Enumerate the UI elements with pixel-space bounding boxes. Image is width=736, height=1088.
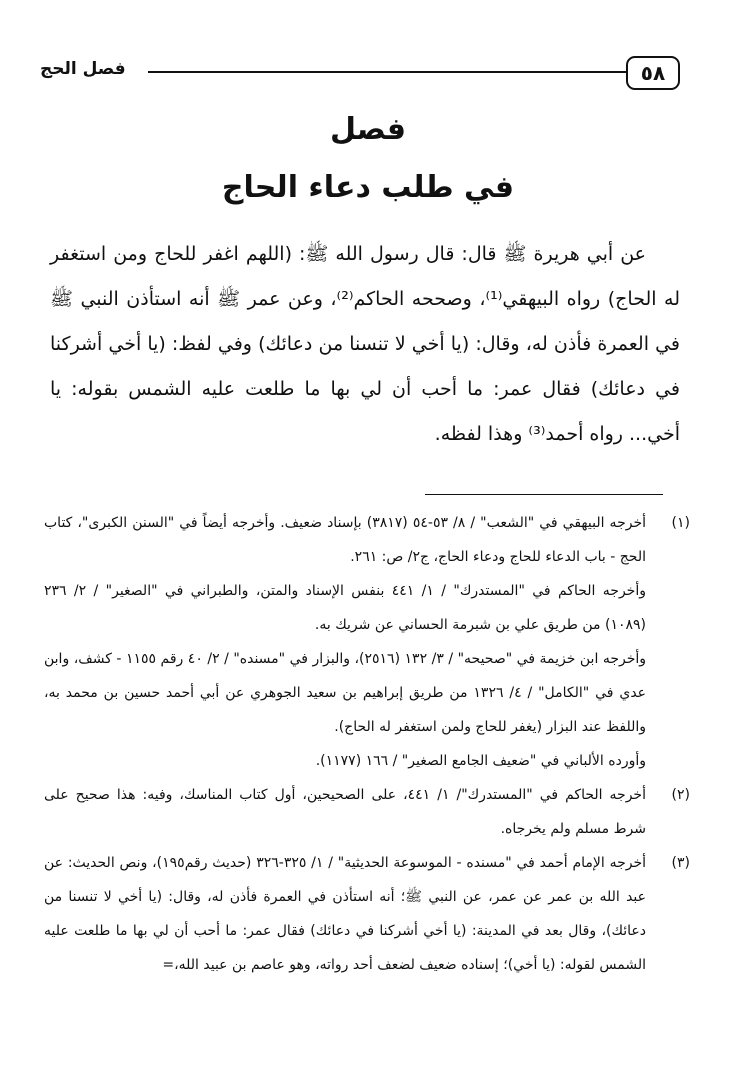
footnote-body bbox=[44, 506, 646, 778]
footnote-1 bbox=[44, 506, 690, 778]
footnote-paragraph: وأورده الألباني في "ضعيف الجامع الصغير" / ١٦٦ (١١٧٧). bbox=[315, 753, 646, 769]
footnote-number: (٣) bbox=[671, 855, 690, 871]
footnote-body bbox=[44, 778, 646, 846]
section-title: فصل bbox=[330, 112, 406, 147]
footnote-paragraph: أخرجه البيهقي في "الشعب" / ٨/ ٥٣-٥٤ (٣٨١٧) بإسناد ضعيف. وأخرجه أيضاً في "السنن الكبرى"، كتاب الحج - باب الدعاء للحاج ودعاء الحاج، ج٢/ ص: ٢٦١. bbox=[44, 515, 646, 565]
footnote-3 bbox=[44, 846, 690, 982]
footnote-number: (٢) bbox=[671, 787, 690, 803]
header-rule bbox=[148, 71, 628, 73]
footnotes bbox=[44, 506, 690, 982]
footnote-number: (١) bbox=[671, 515, 690, 531]
footnote-paragraph: وأخرجه ابن خزيمة في "صحيحه" / ٣/ ١٣٢ (٢٥١٦)، والبزار في "مسنده" / ٢/ ٤٠ رقم ١١٥٥ - كشف، وابن عدي في "الكامل" / ٤/ ١٣٢٦ من طريق إبراهيم بن سعيد الجوهري عن أبي أحمد حسين بن محمد به، واللفظ عند البزار (يغفر للحاج ولمن استغفر له الحاج). bbox=[44, 651, 647, 735]
main-text bbox=[50, 232, 680, 457]
footnote-paragraph: أخرجه الحاكم في "المستدرك"/ ١/ ٤٤١، على الصحيحين، أول كتاب المناسك، وفيه: هذا صحيح على شرط مسلم ولم يخرجاه. bbox=[44, 787, 646, 837]
footnote-body bbox=[44, 846, 646, 982]
page-header bbox=[40, 56, 680, 90]
chapter-title: في طلب دعاء الحاج bbox=[221, 170, 515, 205]
footnote-2 bbox=[44, 778, 690, 846]
page-number: ٥٨ bbox=[626, 56, 680, 90]
footnote-paragraph: أخرجه الإمام أحمد في "مسنده - الموسوعة الحديثية" / ١/ ٣٢٥-٣٢٦ (حديث رقم١٩٥)، ونص الحديث: عن عبد الله بن عمر عن عمر، عن النبي ﷺ؛ أنه استأذن في العمرة فأذن له، وقال: (يا أخي لا تنسنا من دعائك)، وقال بعد في المدينة: (يا أخي أشركنا في دعائك) فقال عمر: ما أحب أن لي بها ما طلعت عليه الشمس لقوله: (يا أخي)؛ إسناده ضعيف لضعف أحد رواته، وهو عاصم بن عبيد الله،= bbox=[44, 855, 647, 973]
main-paragraph: عن أبي هريرة ﷺ قال: قال رسول الله ﷺ: (اللهم اغفر للحاج ومن استغفر له الحاج) رواه البيهقي⁽¹⁾، وصححه الحاكم⁽²⁾، وعن عمر ﷺ أنه استأذن النبي ﷺ في العمرة فأذن له، وقال: (يا أخي لا تنسنا من دعائك) وفي لفظ: (يا أخي أشركنا في دعائك) فقال عمر: ما أحب أن لي بها ما طلعت عليه الشمس بقوله: يا أخي... رواه أحمد⁽³⁾ وهذا لفظه. bbox=[50, 243, 680, 445]
running-title: فصل الحج bbox=[40, 59, 126, 79]
footnote-paragraph: وأخرجه الحاكم في "المستدرك" / ١/ ٤٤١ بنفس الإسناد والمتن، والطبراني في "الصغير" / ٢/ ٢٣٦ (١٠٨٩) من طريق علي بن شبرمة الحساني عن شريك به. bbox=[44, 583, 646, 633]
footnote-separator bbox=[425, 494, 663, 495]
